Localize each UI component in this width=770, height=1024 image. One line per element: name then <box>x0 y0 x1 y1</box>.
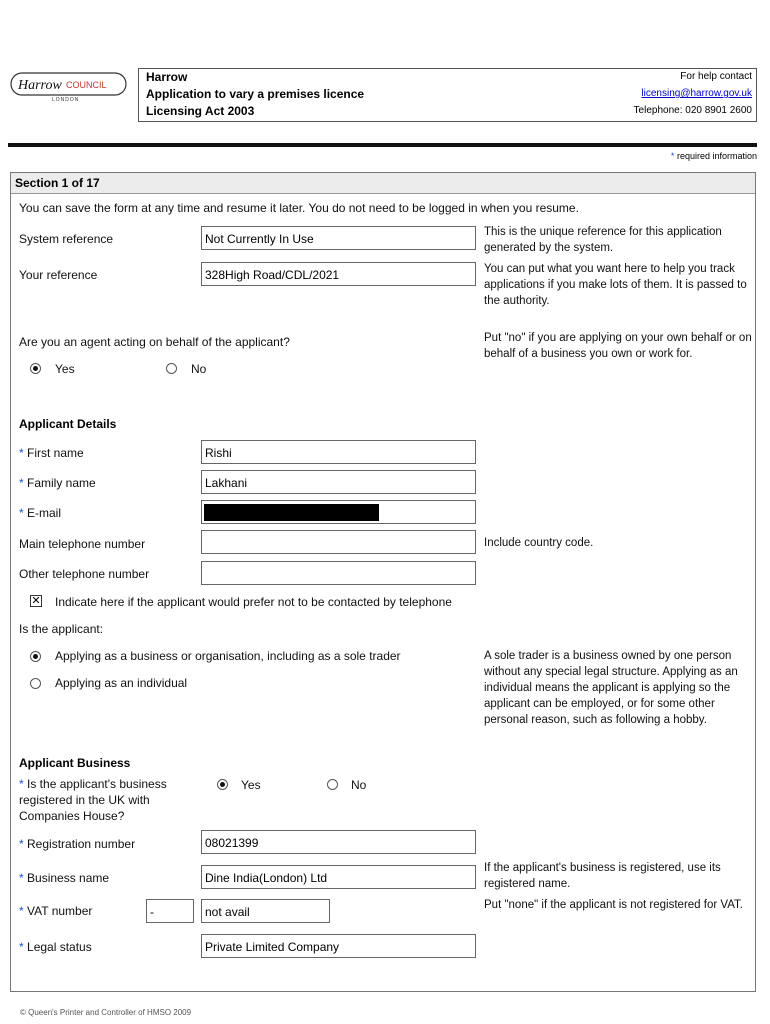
org-name: Harrow <box>146 70 188 84</box>
registration-number-field[interactable]: 08021399 <box>201 830 476 854</box>
your-reference-label: Your reference <box>19 268 98 282</box>
business-option-label: Applying as a business or organisation, including as a sole trader <box>55 649 401 663</box>
header-divider <box>8 143 757 147</box>
other-phone-field[interactable] <box>201 561 476 585</box>
system-reference-field[interactable]: Not Currently In Use <box>201 226 476 250</box>
svg-text:LONDON: LONDON <box>52 97 80 102</box>
your-reference-field[interactable]: 328High Road/CDL/2021 <box>201 262 476 286</box>
required-marker: * <box>19 476 24 490</box>
registration-number-label <box>19 837 135 851</box>
main-phone-label: Main telephone number <box>19 537 146 551</box>
section-bar <box>11 173 755 194</box>
applicant-business-heading: Applicant Business <box>19 756 131 770</box>
family-name-field[interactable]: Lakhani <box>201 470 476 494</box>
email-label <box>19 506 61 520</box>
council-logo <box>10 70 128 102</box>
system-reference-note: This is the unique reference for this application generated by the system. <box>484 226 722 254</box>
email-field[interactable] <box>201 500 476 524</box>
registered-yes-radio[interactable] <box>217 779 228 790</box>
vat-number-field[interactable]: not avail <box>201 899 330 923</box>
help-email-link[interactable]: licensing@harrow.gov.uk <box>641 88 752 99</box>
required-marker: * <box>19 871 24 885</box>
required-marker: * <box>19 506 24 520</box>
legal-status-label <box>19 940 92 954</box>
legal-status-label-text: Legal status <box>27 940 92 954</box>
applicant-details-heading: Applicant Details <box>19 417 117 431</box>
business-radio[interactable] <box>30 651 41 662</box>
main-phone-note: Include country code. <box>484 537 594 549</box>
is-applicant-label: Is the applicant: <box>19 622 104 636</box>
registered-question <box>19 776 199 824</box>
business-name-field[interactable]: Dine India(London) Ltd <box>201 865 476 889</box>
required-marker: * <box>19 446 24 460</box>
registration-number-label-text: Registration number <box>27 837 136 851</box>
required-marker: * <box>19 837 24 851</box>
first-name-label-text: First name <box>27 446 84 460</box>
legal-status-field[interactable]: Private Limited Company <box>201 934 476 958</box>
email-label-text: E-mail <box>27 506 62 520</box>
registered-no-radio[interactable] <box>327 779 338 790</box>
family-name-label-text: Family name <box>27 476 96 490</box>
required-marker: * <box>19 777 24 791</box>
individual-option-label: Applying as an individual <box>55 676 188 690</box>
individual-radio[interactable] <box>30 678 41 689</box>
section-title: Section 1 of 17 <box>15 176 100 190</box>
required-marker: * <box>19 904 24 918</box>
other-phone-label: Other telephone number <box>19 567 150 581</box>
no-phone-contact-label: Indicate here if the applicant would prefer not to be contacted by telephone <box>55 595 452 609</box>
first-name-label <box>19 446 84 460</box>
copyright-footer: © Queen's Printer and Controller of HMSO 2009 <box>20 1008 192 1017</box>
main-phone-field[interactable] <box>201 530 476 554</box>
agent-no-label: No <box>191 362 207 376</box>
registered-no-label: No <box>351 778 367 792</box>
vat-note: Put "none" if the applicant is not registered for VAT. <box>484 899 743 911</box>
help-phone: Telephone: 020 8901 2600 <box>633 105 752 116</box>
help-label: For help contact <box>680 71 752 82</box>
agent-note: Put "no" if you are applying on your own behalf or on behalf of a business you own or work for. <box>484 332 752 360</box>
agent-no-radio[interactable] <box>166 363 177 374</box>
your-reference-note: You can put what you want here to help you track applications if you make lots of them. It is passed to the authority. <box>484 263 747 307</box>
family-name-label <box>19 476 96 490</box>
business-name-label <box>19 871 109 885</box>
applicant-type-note: A sole trader is a business owned by one person without any special legal structure. Applying as an individual means the applicant is applying so the applicant can be employed, or for some other personal reason, such as following a hobby. <box>484 650 738 726</box>
vat-prefix-field[interactable]: - <box>146 899 194 923</box>
required-note <box>671 151 757 161</box>
agent-question: Are you an agent acting on behalf of the applicant? <box>19 335 290 349</box>
email-redaction <box>204 504 379 521</box>
registered-question-text: Is the applicant's business registered in the UK with Companies House? <box>19 777 167 823</box>
required-note-text: required information <box>676 151 757 161</box>
business-name-note: If the applicant's business is registered, use its registered name. <box>484 862 721 890</box>
vat-number-label <box>19 904 92 918</box>
form-title: Application to vary a premises licence <box>146 87 365 101</box>
business-name-label-text: Business name <box>27 871 110 885</box>
first-name-field[interactable]: Rishi <box>201 440 476 464</box>
registered-yes-label: Yes <box>241 778 261 792</box>
act-name: Licensing Act 2003 <box>146 104 255 118</box>
agent-yes-label: Yes <box>55 362 75 376</box>
svg-text:Harrow: Harrow <box>18 78 62 93</box>
system-reference-label: System reference <box>19 232 114 246</box>
agent-yes-radio[interactable] <box>30 363 41 374</box>
required-marker: * <box>19 940 24 954</box>
svg-text:COUNCIL: COUNCIL <box>66 80 107 90</box>
vat-number-label-text: VAT number <box>27 904 93 918</box>
required-marker: * <box>670 151 675 161</box>
no-phone-contact-checkbox[interactable]: ✕ <box>31 595 41 607</box>
section-intro: You can save the form at any time and resume it later. You do not need to be logged in when you resume. <box>19 201 579 215</box>
